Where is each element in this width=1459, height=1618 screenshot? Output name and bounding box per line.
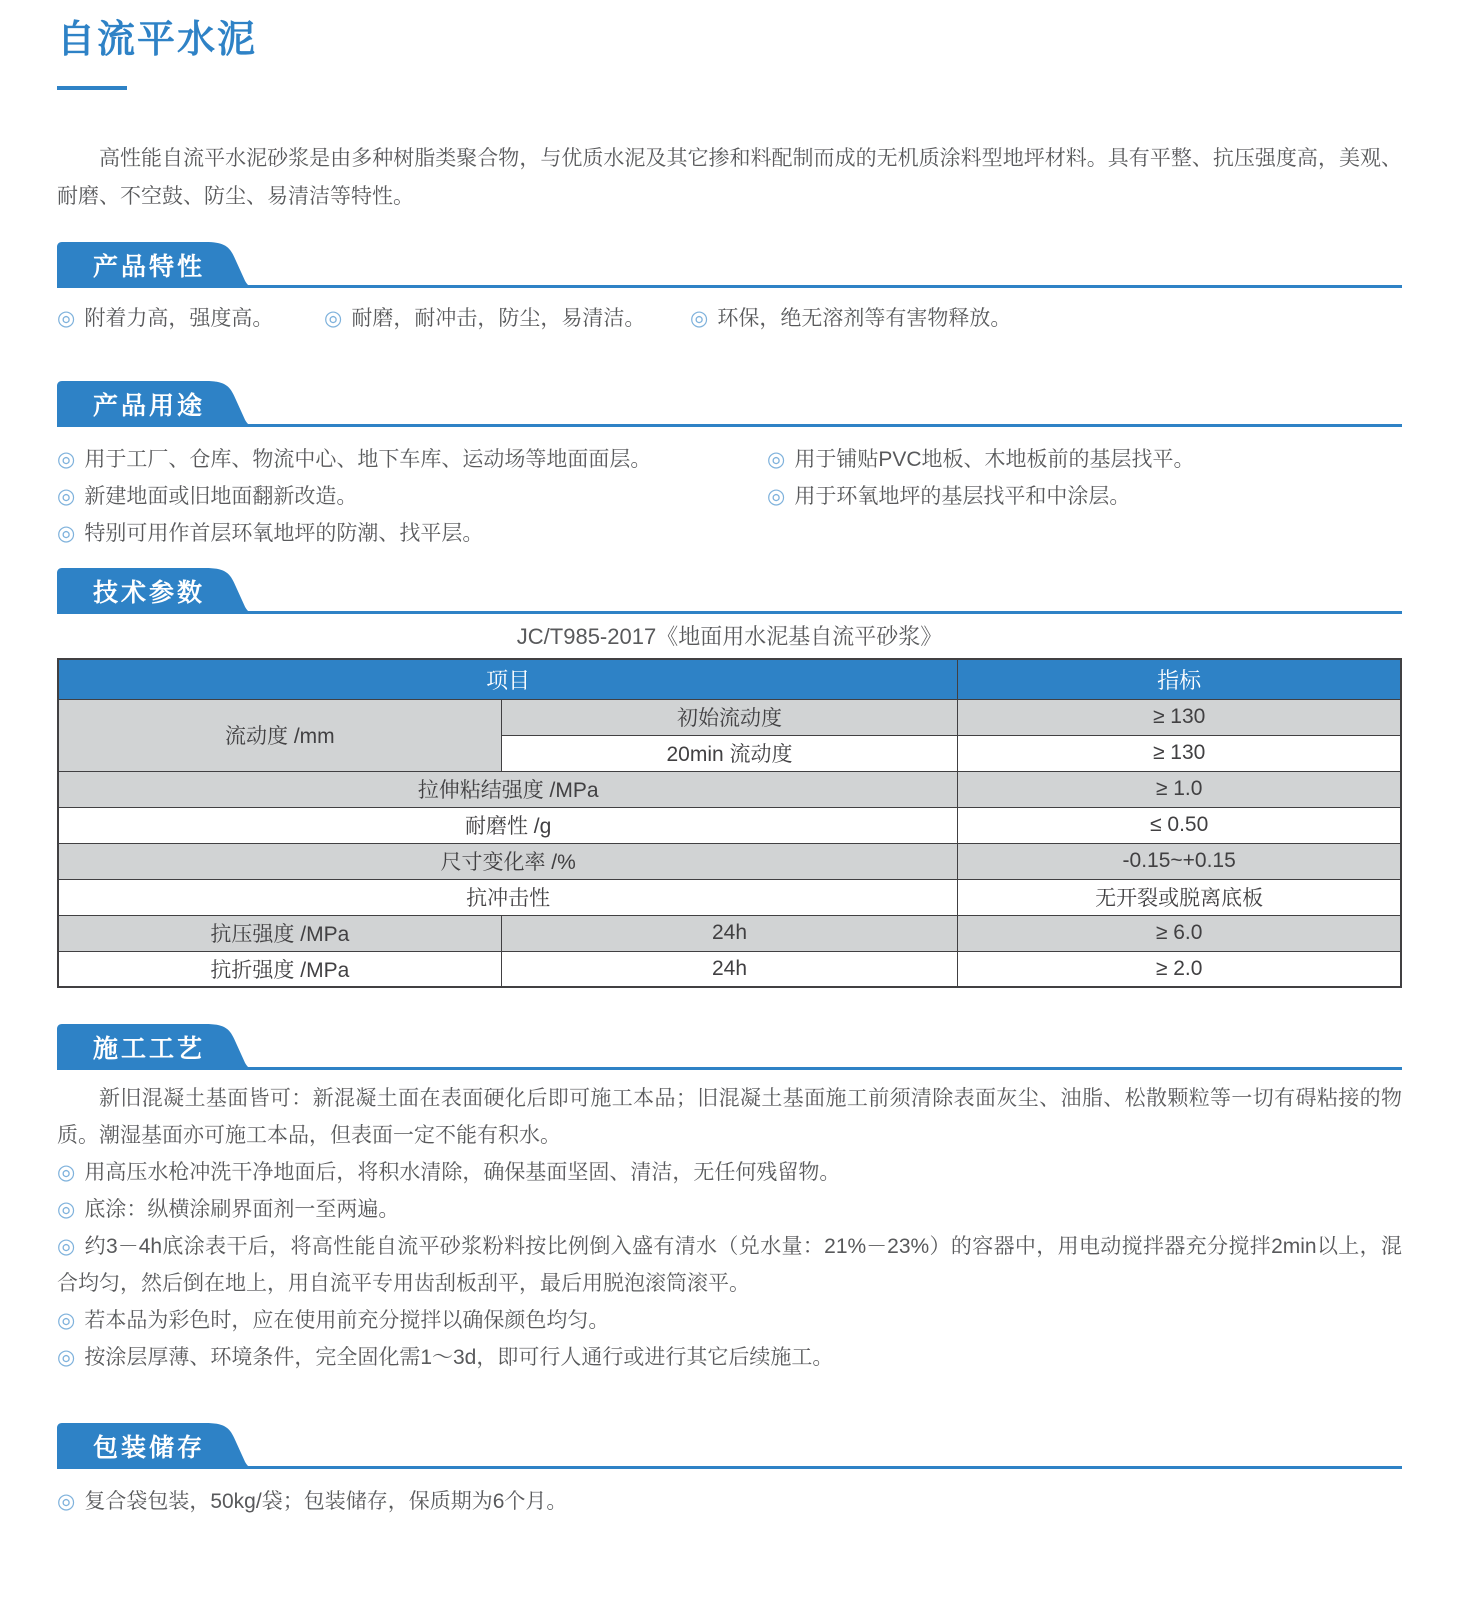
list-item [57,1483,1402,1520]
section-header-packaging [57,1423,1402,1469]
list-item-text: 环保，绝无溶剂等有害物释放。 [717,307,1012,330]
ring-bullet-icon: ◎ [767,485,786,508]
ring-bullet-icon: ◎ [57,448,76,471]
section-heading: 技术参数 [93,579,206,607]
table-cell: 拉伸粘结强度 /MPa [58,771,958,807]
ring-bullet-icon: ◎ [57,1235,76,1258]
table-cell: ≥ 130 [958,699,1401,735]
section-specs [57,568,1402,988]
table-cell: 24h [501,915,958,951]
title-underline [57,86,127,90]
ring-bullet-icon: ◎ [690,307,709,330]
ring-bullet-icon: ◎ [57,1346,76,1369]
standard-caption: JC/T985-2017《地面用水泥基自流平砂浆》 [516,624,943,649]
table-cell: 20min 流动度 [501,735,958,771]
list-item [324,300,690,337]
uses-left-column [57,441,767,552]
list-item [767,478,1402,515]
list-item-text: 用于铺贴PVC地板、木地板前的基层找平。 [794,448,1195,471]
uses-list [57,441,1402,552]
table-cell: ≤ 0.50 [958,807,1401,843]
list-item [57,478,767,515]
ring-bullet-icon: ◎ [57,1198,76,1221]
section-rule [57,285,1402,288]
section-header-uses [57,381,1402,427]
ring-bullet-icon: ◎ [57,307,76,330]
table-cell: 24h [501,951,958,987]
table-cell: -0.15~+0.15 [958,843,1401,879]
section-rule [57,611,1402,614]
ring-bullet-icon: ◎ [57,1309,76,1332]
section-tab [57,1024,255,1070]
section-process [57,1024,1402,1376]
page-title: 自流平水泥 [57,19,258,61]
table-cell: 流动度 /mm [58,699,501,771]
section-rule [57,1466,1402,1469]
list-item [57,1228,1402,1302]
list-item [57,1154,1402,1191]
column-header-item: 项目 [58,659,958,699]
list-item-text: 附着力高，强度高。 [84,307,274,330]
section-features [57,242,1402,337]
list-item [57,1191,1402,1228]
table-cell: 抗压强度 /MPa [58,915,501,951]
table-row [58,807,1401,843]
table-row [58,771,1401,807]
ring-bullet-icon: ◎ [57,1161,76,1184]
table-cell: 耐磨性 /g [58,807,958,843]
ring-bullet-icon: ◎ [57,1490,76,1513]
list-item-text: 复合袋包装，50kg/袋；包装储存，保质期为6个月。 [84,1490,568,1513]
table-row [58,879,1401,915]
section-uses [57,381,1402,552]
list-item-text: 若本品为彩色时，应在使用前充分搅拌以确保颜色均匀。 [84,1309,610,1332]
table-cell: ≥ 6.0 [958,915,1401,951]
section-rule [57,1067,1402,1070]
list-item-text: 用于工厂、仓库、物流中心、地下车库、运动场等地面面层。 [84,448,652,471]
specs-table [57,658,1402,988]
intro-paragraph: 高性能自流平水泥砂浆是由多种树脂类聚合物，与优质水泥及其它掺和料配制而成的无机质涂料型地坪材料。具有平整、抗压强度高，美观、耐磨、不空鼓、防尘、易清洁等特性。 [57,147,1402,208]
section-rule [57,424,1402,427]
table-cell: ≥ 2.0 [958,951,1401,987]
table-row [58,843,1401,879]
section-heading: 施工工艺 [93,1035,206,1063]
datasheet-page [57,18,1402,1520]
column-header-index: 指标 [958,659,1401,699]
uses-right-column [767,441,1402,552]
ring-bullet-icon: ◎ [57,485,76,508]
table-cell: ≥ 130 [958,735,1401,771]
table-row [58,951,1401,987]
process-paragraph: 新旧混凝土基面皆可：新混凝土面在表面硬化后即可施工本品；旧混凝土基面施工前须清除表面灰尘、油脂、松散颗粒等一切有碍粘接的物质。潮湿基面亦可施工本品，但表面一定不能有积水。 [57,1087,1402,1147]
section-tab [57,242,255,288]
features-list [57,300,1402,337]
table-cell: 无开裂或脱离底板 [958,879,1401,915]
ring-bullet-icon: ◎ [767,448,786,471]
list-item-text: 耐磨，耐冲击，防尘，易清洁。 [351,307,646,330]
process-text [57,1080,1402,1376]
table-row [58,699,1401,735]
list-item [57,515,767,552]
section-heading: 产品用途 [93,392,206,420]
table-cell: 初始流动度 [501,699,958,735]
section-packaging [57,1423,1402,1520]
list-item-text: 按涂层厚薄、环境条件，完全固化需1～3d，即可行人通行或进行其它后续施工。 [84,1346,834,1369]
list-item-text: 用高压水枪冲洗干净地面后，将积水清除，确保基面坚固、清洁，无任何残留物。 [84,1161,841,1184]
table-header-row [58,659,1401,699]
list-item-text: 底涂：纵横涂刷界面剂一至两遍。 [84,1198,400,1221]
list-item-text: 特别可用作首层环氧地坪的防潮、找平层。 [84,522,484,545]
list-item-text: 约3－4h底涂表干后，将高性能自流平砂浆粉料按比例倒入盛有清水（兑水量：21%－23%）的容器中，用电动搅拌器充分搅拌2min以上，混合均匀，然后倒在地上，用自流平专用齿刮板刮平，最后用脱泡滚筒滚平。 [57,1235,1402,1295]
list-item-text: 新建地面或旧地面翻新改造。 [84,485,358,508]
section-heading: 包装储存 [93,1434,206,1462]
list-item [57,1339,1402,1376]
section-tab [57,568,255,614]
list-item-text: 用于环氧地坪的基层找平和中涂层。 [794,485,1131,508]
section-tab [57,1423,255,1469]
ring-bullet-icon: ◎ [324,307,343,330]
list-item [57,1302,1402,1339]
section-header-features [57,242,1402,288]
ring-bullet-icon: ◎ [57,522,76,545]
section-tab [57,381,255,427]
list-item [57,441,767,478]
section-header-specs [57,568,1402,614]
table-row [58,915,1401,951]
list-item [767,441,1402,478]
list-item [690,300,1402,337]
list-item [57,300,324,337]
section-header-process [57,1024,1402,1070]
section-heading: 产品特性 [93,253,206,281]
table-cell: ≥ 1.0 [958,771,1401,807]
table-cell: 抗冲击性 [58,879,958,915]
table-cell: 尺寸变化率 /% [58,843,958,879]
table-cell: 抗折强度 /MPa [58,951,501,987]
